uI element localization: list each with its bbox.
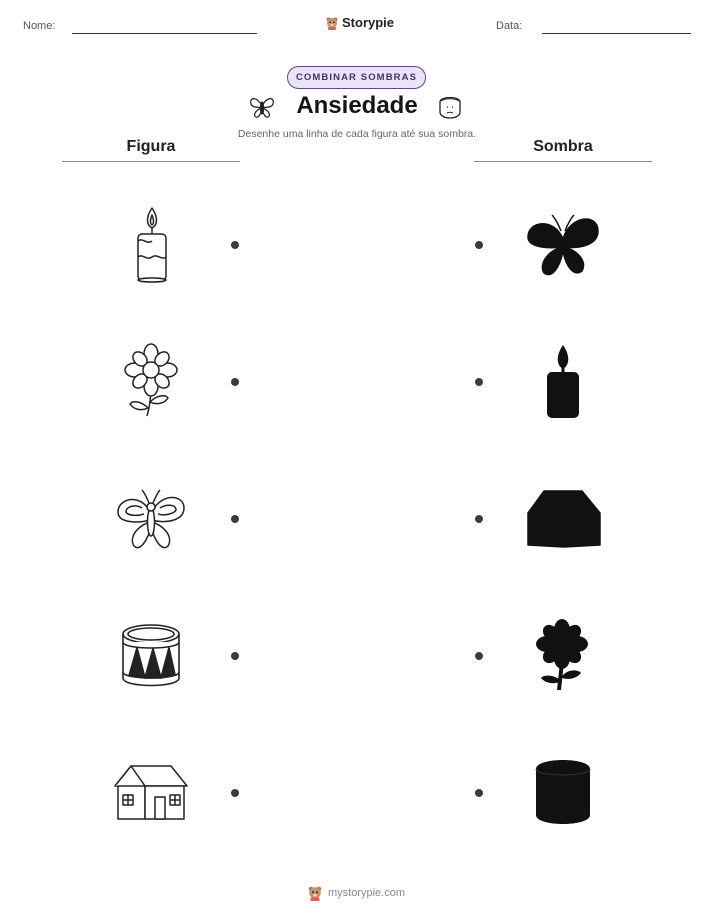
date-label: Data: (496, 20, 523, 32)
figure-dot-3[interactable] (231, 515, 239, 523)
worried-face-icon (436, 94, 464, 122)
drum-icon[interactable] (119, 622, 183, 690)
house-icon[interactable] (113, 762, 189, 822)
shadows-heading: Sombra (533, 138, 593, 155)
name-line[interactable] (72, 33, 257, 34)
shadow-dot-2[interactable] (475, 378, 483, 386)
butterfly-icon[interactable] (114, 484, 188, 554)
brand-name: Storypie (342, 15, 395, 30)
figures-heading: Figura (126, 138, 176, 155)
figure-dot-1[interactable] (231, 241, 239, 249)
shadow-dot-3[interactable] (475, 515, 483, 523)
figure-dot-2[interactable] (231, 378, 239, 386)
date-line[interactable] (542, 33, 691, 34)
shadow-dot-5[interactable] (475, 789, 483, 797)
flower-shadow-icon[interactable] (531, 618, 593, 692)
instructions: Desenhe uma linha de cada figura até sua sombra. (237, 128, 477, 140)
shadow-dot-4[interactable] (475, 652, 483, 660)
footer-site-link[interactable]: mystorypie.com (328, 887, 406, 899)
shadows-heading-rule (474, 161, 652, 162)
figure-dot-5[interactable] (231, 789, 239, 797)
candle-shadow-icon[interactable] (544, 343, 582, 421)
activity-badge: COMBINAR SOMBRAS (287, 66, 426, 89)
flower-icon[interactable] (120, 342, 182, 422)
figures-heading-rule (62, 161, 240, 162)
drum-shadow-icon[interactable] (533, 757, 593, 827)
bear-mascot-icon (325, 16, 339, 30)
butterfly-shadow-icon[interactable] (526, 211, 600, 279)
candle-icon[interactable] (125, 205, 179, 285)
worksheet-title: Ansiedade (296, 92, 418, 119)
house-shadow-icon[interactable] (524, 489, 602, 549)
footer (307, 885, 405, 901)
name-label: Nome: (23, 20, 56, 32)
figure-dot-4[interactable] (231, 652, 239, 660)
shadow-dot-1[interactable] (475, 241, 483, 249)
bear-mascot-icon (307, 885, 323, 901)
brand-logo (325, 15, 394, 30)
